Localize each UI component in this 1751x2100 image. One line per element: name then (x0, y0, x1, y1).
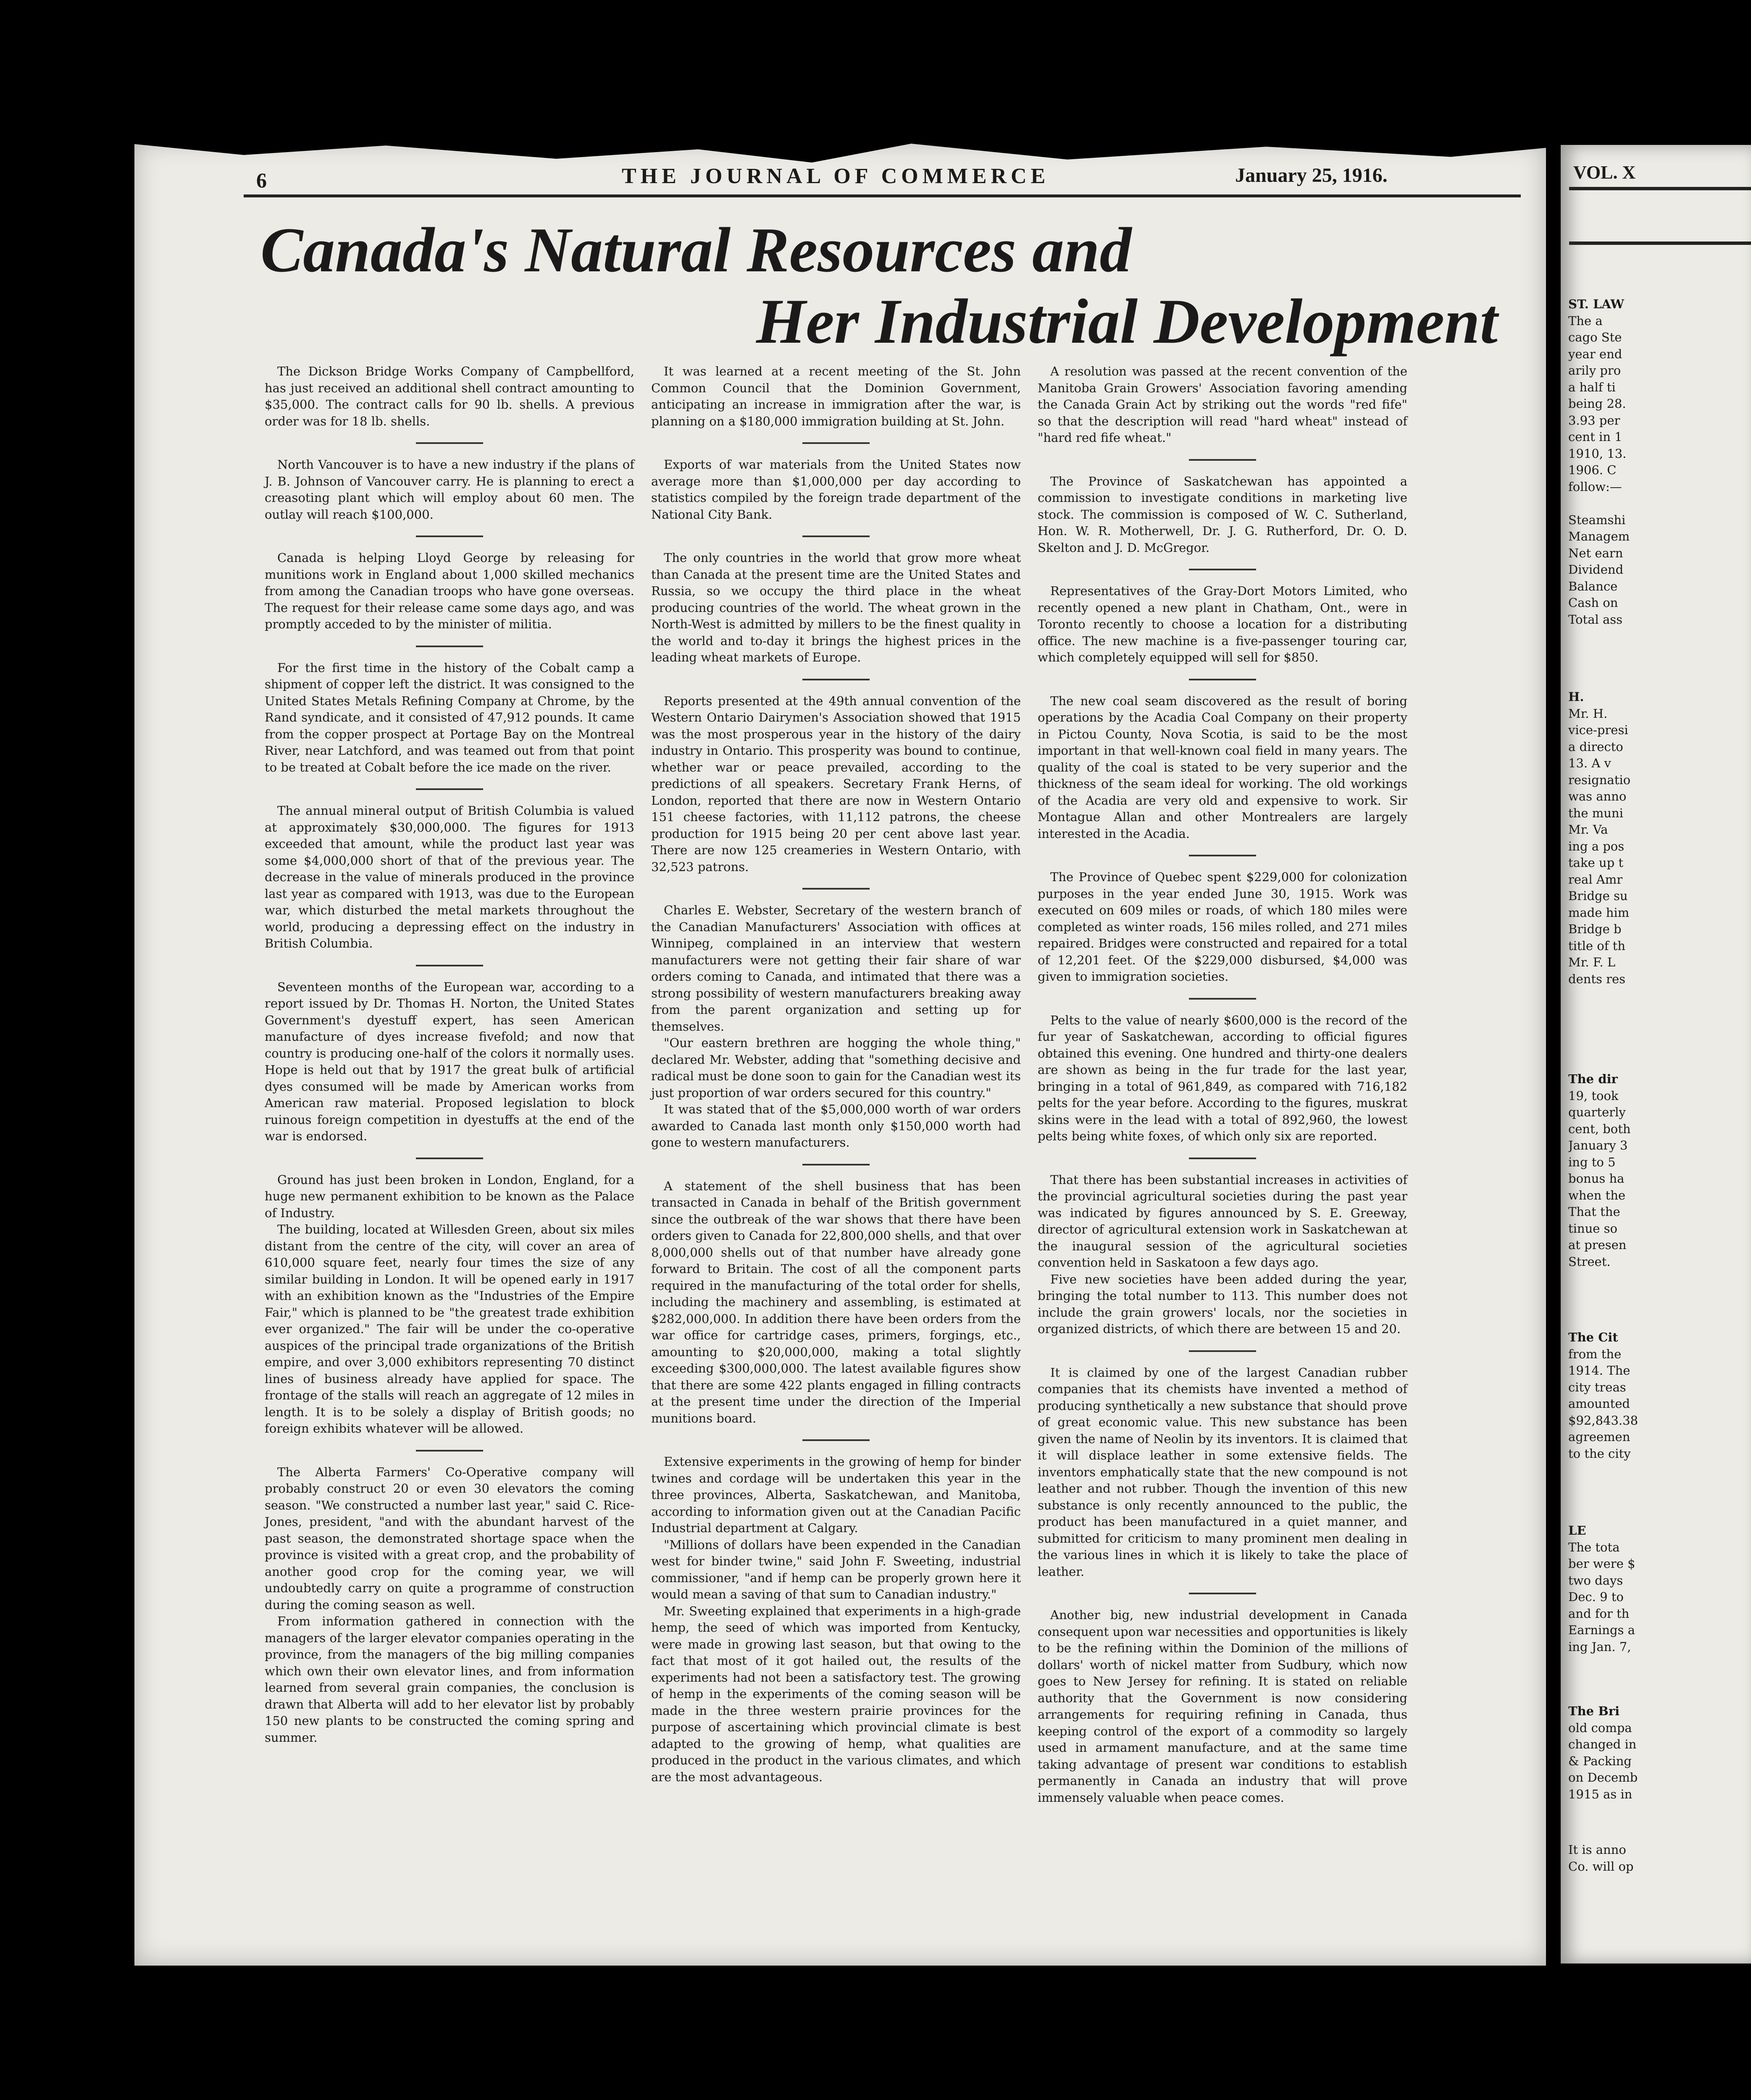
adjacent-text-block-6 (1568, 1703, 1751, 1803)
item-separator (416, 1158, 483, 1159)
adjacent-header-rule (1569, 187, 1751, 190)
news-item (265, 803, 634, 952)
adjacent-text-line: to the city (1568, 1446, 1631, 1461)
adjacent-text-line: tinue so (1568, 1221, 1618, 1236)
adjacent-page-fragment (1561, 145, 1751, 1964)
adjacent-text-line: 13. A v (1568, 756, 1611, 770)
adjacent-text-line: cent, both (1568, 1121, 1631, 1136)
news-paragraph: A statement of the shell business that has been transacted in Canada in behalf of the British government since the outbreak of the war shows that there have been orders given to Canada for 22,800,000 shells, and that over 8,000,000 shells out of that number have already gone forward to Britain. The cost of all the component parts required in the manufacturing of the total order for shells, including the machinery and assembling, is estimated at $282,000,000. In addition there have been orders from the war office for cartridge cases, primers, forgings, etc., amounting to $20,000,000, making a total slightly exceeding $300,000,000. The latest available figures show that there are some 422 plants engaged in filling contracts at the present time under the direction of the Imperial munitions board. (651, 1179, 1021, 1425)
adjacent-text-line: January 3 (1568, 1138, 1628, 1152)
adjacent-text-line: bonus ha (1568, 1171, 1625, 1186)
adjacent-text-line: Dividend (1568, 562, 1624, 577)
news-item (651, 693, 1021, 876)
newspaper-title: THE JOURNAL OF COMMERCE (622, 164, 1050, 188)
item-separator (416, 1450, 483, 1452)
adjacent-text-line: at presen (1568, 1238, 1627, 1252)
item-separator (416, 646, 483, 647)
adjacent-text-line: Total ass (1568, 612, 1623, 627)
adjacent-text-block-7 (1568, 1842, 1751, 1875)
adjacent-text-line: a directo (1568, 739, 1623, 754)
adjacent-text-line: from the (1568, 1347, 1622, 1361)
adjacent-text-line: and for th (1568, 1606, 1630, 1621)
news-paragraph: "Our eastern brethren are hogging the whole thing," declared Mr. Webster, adding that "something decisive and radical must be done soon to gain for the Canadian west its just proportion of war orders secured for this country." (651, 1036, 1021, 1100)
news-paragraph: The Province of Saskatchewan has appointed a commission to investigate conditions in marketing live stock. The commission is composed of W. C. Sutherland, Hon. W. R. Motherwell, Dr. J. G. Rutherford, Dr. O. D. Skelton and J. D. McGregor. (1038, 474, 1407, 555)
adjacent-text-line: The dir (1568, 1072, 1618, 1086)
adjacent-text-line: on Decemb (1568, 1770, 1638, 1785)
adjacent-text-line: follow:— (1568, 479, 1622, 494)
item-separator (802, 1439, 870, 1441)
news-item (1038, 1012, 1407, 1145)
adjacent-text-line: a half ti (1568, 380, 1616, 394)
headline-line-1: Canada's Natural Resources and (260, 215, 1132, 285)
item-separator (416, 442, 483, 444)
news-paragraph: For the first time in the history of the Cobalt camp a shipment of copper left the district. It was consigned to the United States Metals Refining Company at Chrome, by the Rand syndicate, and it consisted of 47,912 pounds. It came from the copper prospect at Portage Bay on the Montreal River, near Latchford, and was teamed out from that point to be treated at Cobalt before the ice made on the river. (265, 660, 634, 774)
adjacent-text-line: dents res (1568, 971, 1626, 986)
adjacent-text-line: year end (1568, 346, 1622, 361)
adjacent-text-line: title of th (1568, 938, 1625, 953)
item-separator (802, 679, 870, 680)
news-paragraph: Ground has just been broken in London, England, for a huge new permanent exhibition to be known as the Palace of Industry. (265, 1172, 634, 1220)
adjacent-text-line: cago Ste (1568, 330, 1622, 344)
news-item (1038, 363, 1407, 446)
adjacent-text-block-1 (1568, 296, 1751, 628)
adjacent-text-line: ing to 5 (1568, 1155, 1616, 1169)
news-paragraph: That there has been substantial increases in activities of the provincial agricultural societies during the past year was indicated by figures announced by S. E. Greeway, director of agricultural extension work in Saskatchewan at the inaugural session of the agricultural societies convention held in Saskatoon a few days ago. (1038, 1172, 1407, 1270)
page-number: 6 (256, 168, 267, 192)
news-paragraph: Exports of war materials from the United States now average more than $1,000,000 per day according to statistics compiled by the foreign trade department of the National City Bank. (651, 457, 1021, 522)
news-paragraph: The building, located at Willesden Green, about six miles distant from the centre of the city, will cover an area of 610,000 square feet, nearly four times the size of any similar building in London. It will be opened early in 1917 with an exhibition known as the "Industries of the Empire Fair," which is planned to be "the greatest trade exhibition ever organized." The fair will be under the co-operative auspices of the principal trade organizations of the British empire, and over 3,000 exhibitors representing 70 distinct lines of business already have applied for space. The frontage of the stalls will reach an aggregate of 12 miles in length. It is to be solely a display of British goods; no foreign exhibits whatever will be allowed. (265, 1222, 634, 1436)
adjacent-text-line: ST. LAW (1568, 297, 1624, 311)
adjacent-text-line: ing Jan. 7, (1568, 1639, 1631, 1654)
item-separator (802, 888, 870, 890)
adjacent-text-line: old compa (1568, 1720, 1632, 1735)
news-item (1038, 583, 1407, 666)
item-separator (1189, 1350, 1256, 1352)
item-separator (802, 536, 870, 537)
news-paragraph: Another big, new industrial development in Canada consequent upon war necessities and opportunities is likely to be the refining within the Dominion of the millions of dollars' worth of nickel matter from Sudbury, which now goes to New Jersey for refining. It is stated on reliable authority that the Government is now considering arrangements for requiring refining in Canada, thus keeping control of the export of a commodity so largely used in armament manufacture, and at the same time taking advantage of present war conditions to establish permanently in Canada an industry that will prove immensely valuable when peace comes. (1038, 1608, 1407, 1805)
news-paragraph: The Alberta Farmers' Co-Operative company will probably construct 20 or even 30 elevators the coming season. "We constructed a number last year," said C. Rice-Jones, president, "and with the abundant harvest of the past season, the demonstrated shortage space when the province is visited with a great crop, and the probability of another good crop for the coming year, we will undoubtedly carry on quite a programme of construction during the coming season as well. (265, 1465, 634, 1612)
adjacent-text-line: The Bri (1568, 1704, 1620, 1718)
news-paragraph: Seventeen months of the European war, according to a report issued by Dr. Thomas H. Norton, the United States Government's dyestuff expert, has seen American manufacture of dyes increase fivefold; and now that country is producing one-half of the colors it normally uses. Hope is held out that by 1917 the great bulk of artificial dyes consumed will be made by American works from American raw material. Proposed legislation to block ruinous foreign competition in dyestuffs at the end of the war is endorsed. (265, 979, 634, 1143)
adjacent-text-line: city treas (1568, 1380, 1626, 1394)
headline-line-2: Her Industrial Development (756, 286, 1498, 357)
adjacent-text-line: Mr. F. L (1568, 955, 1616, 969)
item-separator (1189, 679, 1256, 680)
adjacent-text-line: H. (1568, 690, 1584, 704)
adjacent-text-line: 1914. The (1568, 1363, 1630, 1378)
adjacent-text-line: 1906. C (1568, 463, 1617, 477)
adjacent-text-line: 19, took (1568, 1088, 1619, 1103)
adjacent-text-line: The tota (1568, 1540, 1620, 1554)
news-paragraph: It is claimed by one of the largest Canadian rubber companies that its chemists have invented a method of producing synthetically a new substance that should prove of great economic value. This new substance has been given the name of Neolin by its inventors. It is claimed that it will displace leather in some extensive fields. The inventors emphatically state that the new compound is not leather and not rubber. Though the invention of this new substance is only recently announced to the public, the product has been manufactured in a quiet manner, and submitted for criticism to many prominent men dealing in the various lines in which it is likely to take the place of leather. (1038, 1365, 1407, 1579)
news-item (265, 550, 634, 633)
adjacent-text-line (1568, 495, 1751, 512)
news-paragraph: From information gathered in connection with the managers of the larger elevator companies operating in the province, from the managers of the big milling companies which own their own elevator lines, and from information learned from several grain companies, the conclusion is drawn that Alberta will add to her elevator list by probably 150 new plants to be constructed the coming spring and summer. (265, 1614, 634, 1745)
adjacent-text-block-3 (1568, 1071, 1751, 1270)
adjacent-text-block-4 (1568, 1329, 1751, 1462)
adjacent-text-line: Net earn (1568, 546, 1623, 560)
adjacent-section-rule (1569, 242, 1751, 245)
adjacent-text-line: Co. will op (1568, 1859, 1634, 1874)
adjacent-text-line: The a (1568, 313, 1603, 328)
news-paragraph: Canada is helping Lloyd George by releasing for munitions work in England about 1,000 skilled mechanics from among the Canadian troops who have gone overseas. The request for their release came some days ago, and was promptly acceded to by the minister of militia. (265, 551, 634, 631)
news-paragraph: It was stated that of the $5,000,000 worth of war orders awarded to Canada last month only $150,000 worth had gone to western manufacturers. (651, 1102, 1021, 1150)
adjacent-text-line: The Cit (1568, 1330, 1618, 1344)
adjacent-text-line: ber were $ (1568, 1557, 1635, 1571)
news-paragraph: Extensive experiments in the growing of hemp for binder twines and cordage will be undertaken this year in the three provinces, Alberta, Saskatchewan, and Manitoba, according to information given out at the Canadian Pacific Industrial department at Calgary. (651, 1454, 1021, 1535)
adjacent-text-line: Steamshi (1568, 512, 1626, 527)
news-paragraph: The Dickson Bridge Works Company of Campbellford, has just received an additional shell contract amounting to $35,000. The contract calls for 90 lb. shells. A previous order was for 18 lb. shells. (265, 364, 634, 428)
news-item (651, 363, 1021, 430)
adjacent-text-line: Managem (1568, 529, 1630, 543)
adjacent-text-line: made him (1568, 905, 1630, 920)
news-paragraph: It was learned at a recent meeting of the St. John Common Council that the Dominion Government, anticipating an increase in immigration after the war, is planning on a $180,000 immigration building at St. John. (651, 364, 1021, 428)
adjacent-text-line: real Amr (1568, 872, 1623, 887)
adjacent-text-line: 3.93 per (1568, 413, 1620, 428)
adjacent-text-line: Cash on (1568, 596, 1618, 610)
news-paragraph: Reports presented at the 49th annual convention of the Western Ontario Dairymen's Association showed that 1915 was the most prosperous year in the history of the dairy industry in Ontario. This prosperity was bound to continue, whether war or peace prevailed, according to the predictions of all speakers. Secretary Frank Herns, of London, reported that there are now in Western Ontario 151 cheese factories, with 11,112 patrons, the cheese production for 1915 being 20 per cent above last year. There are now 125 creameries in Western Ontario, with 32,523 patrons. (651, 693, 1021, 874)
news-item (1038, 1172, 1407, 1338)
news-paragraph: A resolution was passed at the recent convention of the Manitoba Grain Growers' Association favoring amending the Canada Grain Act by striking out the words "red fife" so that the description will read "hard wheat" instead of "hard red fife wheat." (1038, 364, 1407, 445)
item-separator (1189, 569, 1256, 570)
adjacent-text-line: 1910, 13. (1568, 446, 1627, 461)
news-item (1038, 473, 1407, 556)
adjacent-text-line: the muni (1568, 806, 1623, 820)
adjacent-text-line: Bridge b (1568, 922, 1622, 936)
adjacent-text-line: quarterly (1568, 1105, 1626, 1119)
adjacent-text-line: Mr. H. (1568, 706, 1608, 721)
adjacent-text-line: That the (1568, 1205, 1620, 1219)
item-separator (1189, 1158, 1256, 1159)
page-header (134, 164, 1546, 197)
news-paragraph: Representatives of the Gray-Dort Motors Limited, who recently opened a new plant in Chatham, Ont., were in Toronto recently to choose a location for a distributing office. The new machine is a five-passenger touring car, which completely equipped will sell for $850. (1038, 584, 1407, 664)
newspaper-page (134, 141, 1546, 1966)
adjacent-text-line: Dec. 9 to (1568, 1590, 1624, 1604)
issue-date: January 25, 1916. (1235, 164, 1388, 186)
adjacent-text-line: when the (1568, 1188, 1626, 1202)
adjacent-text-line: changed in (1568, 1737, 1637, 1751)
adjacent-text-line: ing a pos (1568, 839, 1625, 853)
adjacent-text-line: amounted (1568, 1396, 1630, 1411)
news-paragraph: Pelts to the value of nearly $600,000 is the record of the fur year of Saskatchewan, according to official figures obtained this evening. One hundred and thirty-one dealers are shown as being in the fur trade for the last year, bringing in a total of 961,849, as compared with 716,182 pelts for the year before. According to the figures, muskrat skins were in the lead with a total of 892,960, the lowest pelts being white foxes, of which only six are reported. (1038, 1013, 1407, 1143)
adjacent-text-line: arily pro (1568, 363, 1621, 378)
news-paragraph: Mr. Sweeting explained that experiments in a high-grade hemp, the seed of which was imported from Kentucky, were made in growing last season, but that owing to the fact that most of it got hailed out, the results of the experiments had not been a satisfactory test. The growing of hemp in the experiments of the coming season will be made in the three western prairie provinces for the purpose of ascertaining which provincial climate is best adapted to the growing of hemp, what qualities are produced in the product in the various climates, and which are the most advantageous. (651, 1604, 1021, 1784)
item-separator (1189, 1593, 1256, 1594)
adjacent-text-line: was anno (1568, 789, 1627, 803)
news-item (1038, 1607, 1407, 1806)
item-separator (1189, 459, 1256, 461)
adjacent-text-line: $92,843.38 (1568, 1413, 1638, 1428)
adjacent-text-line: take up t (1568, 856, 1624, 870)
adjacent-text-line: vice-presi (1568, 723, 1628, 737)
item-separator (1189, 855, 1256, 856)
news-paragraph: The Province of Quebec spent $229,000 for colonization purposes in the year ended June 30, 1915. Work was executed on 609 miles or roads, of which 180 miles were completed as winter roads, 156 miles rolled, and 271 miles repaired. Bridges were constructed and repaired for a total of 12,201 feet. Of the $229,000 disbursed, $4,000 was given to immigration societies. (1038, 870, 1407, 984)
adjacent-text-line: being 28. (1568, 396, 1626, 411)
news-item (265, 660, 634, 776)
adjacent-text-line: cent in 1 (1568, 430, 1622, 444)
news-item (265, 1464, 634, 1746)
item-separator (802, 1164, 870, 1166)
news-paragraph: The only countries in the world that grow more wheat than Canada at the present time are the United States and Russia, so we occupy the third place in the wheat producing countries of the world. The wheat grown in the North-West is admitted by millers to be the finest quality in the world and to-day it brings the highest prices in the leading wheat markets of Europe. (651, 551, 1021, 664)
item-separator (416, 536, 483, 537)
news-item (651, 550, 1021, 666)
adjacent-text-line: Earnings a (1568, 1623, 1635, 1637)
news-paragraph: Five new societies have been added during the year, bringing the total number to 113. This number does not include the grain growers' locals, nor the societies in organized districts, of which there are between 15 and 20. (1038, 1272, 1407, 1336)
adjacent-text-line: Street. (1568, 1254, 1611, 1269)
adjacent-text-line: Balance (1568, 579, 1618, 593)
adjacent-text-line: Bridge su (1568, 889, 1628, 903)
item-separator (416, 788, 483, 790)
adjacent-text-line: two days (1568, 1573, 1623, 1588)
adjacent-text-block-2 (1568, 689, 1751, 987)
adjacent-text-line: Mr. Va (1568, 822, 1608, 837)
news-item (651, 1454, 1021, 1785)
news-item (265, 457, 634, 523)
news-item (1038, 1365, 1407, 1580)
adjacent-text-line: It is anno (1568, 1843, 1626, 1857)
article-column-3 (1038, 363, 1407, 1809)
item-separator (802, 442, 870, 444)
item-separator (1189, 998, 1256, 1000)
news-paragraph: The annual mineral output of British Columbia is valued at approximately $30,000,000. The figures for 1913 exceeded that amount, while the product last year was some $4,000,000 short of that of the previous year. The decrease in the value of minerals produced in the province last year as compared with 1913, was due to the European war, which disturbed the metal markets throughout the world, producing a depressing effect on the industry in British Columbia. (265, 803, 634, 950)
adjacent-text-block-5 (1568, 1522, 1751, 1655)
article-column-1 (265, 363, 634, 1748)
news-item (265, 979, 634, 1145)
item-separator (416, 965, 483, 966)
news-paragraph: Charles E. Webster, Secretary of the western branch of the Canadian Manufacturers' Association with offices at Winnipeg, complained in an interview that western manufacturers were not getting their fair share of war orders coming to Canada, and intimated that there was a strong possibility of western manufacturers breaking away from the parent organization and setting up for themselves. (651, 903, 1021, 1034)
header-rule (244, 194, 1521, 197)
adjacent-text-line: agreemen (1568, 1430, 1630, 1444)
adjacent-text-line: resignatio (1568, 772, 1631, 787)
article-column-2 (651, 363, 1021, 1788)
adjacent-text-line: & Packing (1568, 1754, 1632, 1768)
news-paragraph: The new coal seam discovered as the result of boring operations by the Acadia Coal Company on their property in Pictou County, Nova Scotia, is said to be the most important in that well-known coal field in many years. The quality of the coal is stated to be very superior and the thickness of the seam ideal for working. The old workings of the Acadia are very old and expensive to work. Sir Montague Allan and other Montrealers are largely interested in the Acadia. (1038, 693, 1407, 841)
news-item (1038, 869, 1407, 985)
news-item (1038, 693, 1407, 843)
news-item (265, 363, 634, 430)
adjacent-text-line: LE (1568, 1523, 1586, 1538)
news-paragraph: "Millions of dollars have been expended in the Canadian west for binder twine," said John F. Sweeting, industrial commissioner, "and if hemp can be properly grown here it would mean a saving of that sum to Canadian industry." (651, 1537, 1021, 1601)
news-paragraph: North Vancouver is to have a new industry if the plans of J. B. Johnson of Vancouver carry. He is planning to erect a creasoting plant which will employ about 60 men. The outlay will reach $100,000. (265, 457, 634, 522)
news-item (265, 1172, 634, 1437)
adjacent-text-line: 1915 as in (1568, 1787, 1633, 1801)
news-item (651, 902, 1021, 1151)
adjacent-volume-label: VOL. X (1573, 162, 1636, 183)
news-item (651, 457, 1021, 523)
news-item (651, 1178, 1021, 1427)
